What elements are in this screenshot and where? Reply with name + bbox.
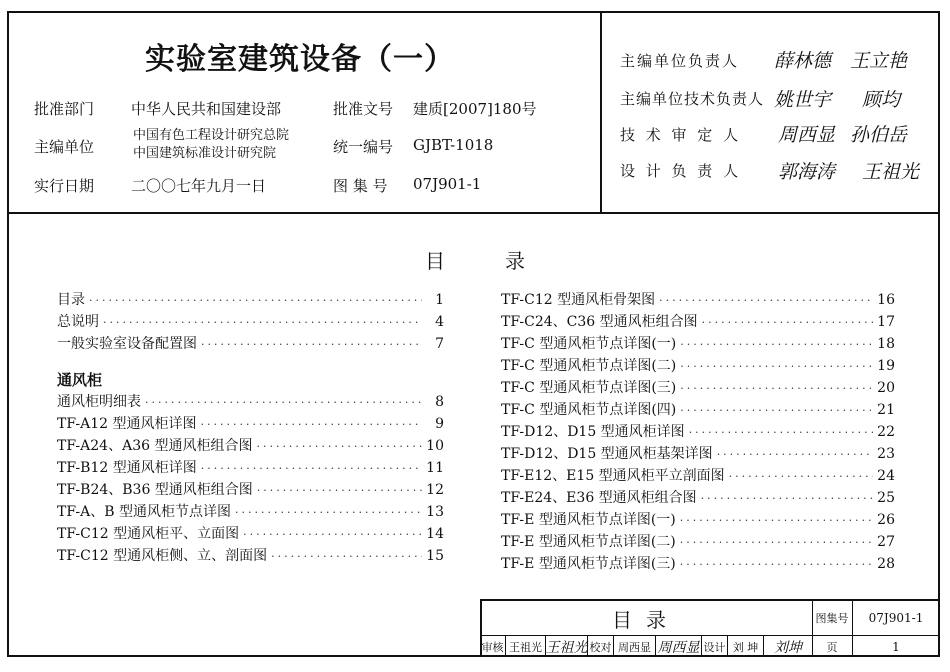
toc-entry-page: 22 — [877, 424, 895, 440]
toc-entry[interactable] — [501, 421, 895, 443]
toc-leader-dots — [201, 462, 422, 475]
effective-date-label: 实行日期 — [34, 177, 95, 195]
effective-date-value: 二〇〇七年九月一日 — [131, 177, 267, 195]
toc-entry-page: 21 — [877, 402, 895, 418]
toc-entry-label: TF-E 型通风柜节点详图(一) — [501, 512, 676, 528]
toc-entry-page: 26 — [877, 512, 895, 528]
toc-leader-dots — [243, 528, 422, 541]
toc-leader-dots — [680, 536, 873, 549]
toc-entry-page: 28 — [877, 556, 895, 572]
toc-entry-page: 10 — [426, 438, 444, 454]
toc-leader-dots — [689, 426, 873, 439]
toc-left-column — [57, 289, 444, 567]
toc-entry[interactable] — [501, 399, 895, 421]
toc-leader-dots — [659, 294, 873, 307]
toc-entry[interactable] — [57, 457, 444, 479]
header-divider — [7, 212, 940, 214]
toc-entry-page: 7 — [435, 336, 444, 352]
review-label: 审核 — [480, 636, 506, 657]
toc-heading-char-1: 目 — [425, 249, 445, 273]
toc-entry[interactable] — [57, 311, 444, 333]
toc-entry-label: TF-D12、D15 型通风柜基架详图 — [501, 446, 713, 462]
sig-role-design-lead: 设 计 负 责 人 — [620, 162, 742, 180]
toc-entry-page: 15 — [426, 548, 444, 564]
review-signature: 王祖光 — [546, 636, 588, 657]
atlas-no-label: 图 集 号 — [333, 177, 388, 195]
toc-entry-label: TF-E24、E36 型通风柜组合图 — [501, 490, 697, 506]
toc-entry[interactable] — [57, 435, 444, 457]
toc-entry[interactable] — [501, 377, 895, 399]
toc-leader-dots — [103, 316, 422, 329]
atlas-title: 实验室建筑设备（一） — [145, 42, 455, 77]
toc-section-title: 通风柜 — [57, 371, 103, 389]
toc-heading-char-2: 录 — [505, 249, 525, 273]
toc-entry[interactable] — [57, 523, 444, 545]
editor-unit-line-1: 中国有色工程设计研究总院 — [133, 128, 290, 143]
toc-entry[interactable] — [57, 545, 444, 567]
toc-leader-dots — [680, 360, 873, 373]
approval-doc-value: 建质[2007]180号 — [413, 100, 537, 118]
title-block-page-label: 页 — [826, 640, 838, 654]
toc-leader-dots — [680, 338, 873, 351]
toc-entry[interactable] — [501, 509, 895, 531]
toc-entry-page: 25 — [877, 490, 895, 506]
toc-leader-dots — [680, 404, 873, 417]
toc-leader-dots — [680, 514, 873, 527]
unified-no-value: GJBT-1018 — [413, 136, 494, 154]
sig-name-3a: 周西显 — [778, 124, 836, 146]
toc-entry[interactable] — [501, 553, 895, 575]
toc-entry-page: 19 — [877, 358, 895, 374]
sig-name-2b: 顾均 — [862, 89, 901, 111]
toc-entry-label: 通风柜明细表 — [57, 394, 141, 410]
toc-leader-dots — [235, 506, 422, 519]
toc-entry-page: 9 — [435, 416, 444, 432]
sig-name-1a: 薛林德 — [774, 50, 832, 72]
toc-entry-label: 一般实验室设备配置图 — [57, 336, 197, 352]
toc-entry[interactable] — [501, 311, 895, 333]
toc-entry-label: TF-E 型通风柜节点详图(三) — [501, 556, 676, 572]
toc-entry-page: 1 — [435, 292, 444, 308]
toc-entry-label: TF-B12 型通风柜详图 — [57, 460, 197, 476]
approval-dept-label: 批准部门 — [34, 100, 95, 118]
toc-entry-label: TF-E 型通风柜节点详图(二) — [501, 534, 676, 550]
toc-leader-dots — [201, 418, 422, 431]
check-signature: 周西显 — [656, 636, 702, 657]
toc-entry-label: TF-C12 型通风柜平、立面图 — [57, 526, 240, 542]
toc-entry-label: TF-C12 型通风柜骨架图 — [501, 292, 656, 308]
unified-no-label: 统一编号 — [333, 138, 394, 156]
design-signature: 刘坤 — [774, 639, 802, 656]
toc-entry[interactable] — [57, 501, 444, 523]
sig-role-tech-chief: 主编单位技术负责人 — [620, 90, 765, 108]
toc-entry[interactable] — [57, 391, 444, 413]
toc-entry-label: TF-C 型通风柜节点详图(一) — [501, 336, 677, 352]
toc-entry-label: TF-A、B 型通风柜节点详图 — [57, 504, 232, 520]
toc-right-column — [501, 289, 895, 575]
toc-entry-page: 4 — [435, 314, 444, 330]
toc-entry[interactable] — [501, 465, 895, 487]
toc-entry[interactable] — [501, 355, 895, 377]
toc-entry[interactable] — [501, 333, 895, 355]
toc-entry[interactable] — [57, 333, 444, 355]
header-vertical-divider — [600, 11, 602, 212]
sig-role-chief-unit: 主编单位负责人 — [620, 52, 740, 70]
toc-entry-label: TF-E12、E15 型通风柜平立剖面图 — [501, 468, 725, 484]
toc-leader-dots — [257, 484, 422, 497]
sig-role-tech-review: 技 术 审 定 人 — [620, 126, 742, 144]
review-name: 王祖光 — [506, 636, 546, 657]
check-name: 周西显 — [614, 636, 656, 657]
toc-entry-page: 17 — [877, 314, 895, 330]
toc-entry-label: TF-C12 型通风柜侧、立、剖面图 — [57, 548, 268, 564]
toc-entry[interactable] — [57, 413, 444, 435]
toc-entry[interactable] — [501, 487, 895, 509]
toc-leader-dots — [701, 492, 873, 505]
toc-entry-page: 8 — [435, 394, 444, 410]
toc-entry[interactable] — [501, 443, 895, 465]
toc-entry-label: TF-A24、A36 型通风柜组合图 — [57, 438, 253, 454]
toc-entry[interactable] — [57, 289, 444, 311]
toc-leader-dots — [680, 558, 873, 571]
title-block-atlas-label: 图集号 — [815, 612, 849, 625]
sig-name-4a: 郭海涛 — [778, 161, 836, 183]
toc-heading — [0, 245, 950, 274]
editor-unit-label: 主编单位 — [34, 138, 95, 156]
title-block-title: 目录 — [612, 607, 680, 632]
toc-entry-page: 16 — [877, 292, 895, 308]
toc-entry[interactable] — [501, 289, 895, 311]
editor-unit-line-2: 中国建筑标准设计研究院 — [133, 146, 277, 161]
toc-entry-label: TF-D12、D15 型通风柜详图 — [501, 424, 685, 440]
toc-leader-dots — [89, 294, 422, 307]
toc-leader-dots — [271, 550, 422, 563]
design-label: 设计 — [702, 636, 728, 657]
title-block-page-no: 1 — [892, 639, 900, 654]
title-block — [480, 599, 940, 657]
toc-entry-label: TF-A12 型通风柜详图 — [57, 416, 197, 432]
toc-entry-label: TF-C 型通风柜节点详图(四) — [501, 402, 677, 418]
toc-entry-page: 27 — [877, 534, 895, 550]
toc-leader-dots — [201, 338, 422, 351]
sig-name-3b: 孙伯岳 — [850, 124, 908, 146]
atlas-no-value: 07J901-1 — [413, 175, 482, 193]
toc-entry-label: TF-C 型通风柜节点详图(三) — [501, 380, 677, 396]
toc-entry-page: 18 — [877, 336, 895, 352]
toc-entry[interactable] — [57, 479, 444, 501]
toc-leader-dots — [680, 382, 873, 395]
check-label: 校对 — [588, 636, 614, 657]
sig-name-1b: 王立艳 — [850, 50, 908, 72]
approval-doc-label: 批准文号 — [333, 100, 394, 118]
title-block-atlas-no: 07J901-1 — [868, 611, 924, 625]
design-name: 刘 坤 — [728, 636, 764, 657]
toc-entry[interactable] — [501, 531, 895, 553]
toc-leader-dots — [717, 448, 873, 461]
toc-entry-page: 11 — [426, 460, 444, 476]
toc-entry-page: 13 — [426, 504, 444, 520]
sig-name-4b: 王祖光 — [862, 161, 920, 183]
toc-entry-page: 23 — [877, 446, 895, 462]
toc-leader-dots — [702, 316, 873, 329]
sig-name-2a: 姚世宇 — [774, 89, 832, 111]
toc-entry-page: 14 — [426, 526, 444, 542]
toc-entry-label: TF-B24、B36 型通风柜组合图 — [57, 482, 253, 498]
toc-entry-page: 20 — [877, 380, 895, 396]
toc-leader-dots — [729, 470, 873, 483]
approval-dept-value: 中华人民共和国建设部 — [131, 100, 282, 118]
toc-entry-label: TF-C 型通风柜节点详图(二) — [501, 358, 677, 374]
toc-entry-label: 目录 — [57, 292, 85, 308]
toc-entry-page: 12 — [426, 482, 444, 498]
toc-leader-dots — [256, 440, 422, 453]
toc-entry-label: 总说明 — [57, 314, 99, 330]
toc-leader-dots — [145, 396, 422, 409]
toc-entry-label: TF-C24、C36 型通风柜组合图 — [501, 314, 698, 330]
toc-entry-page: 24 — [877, 468, 895, 484]
